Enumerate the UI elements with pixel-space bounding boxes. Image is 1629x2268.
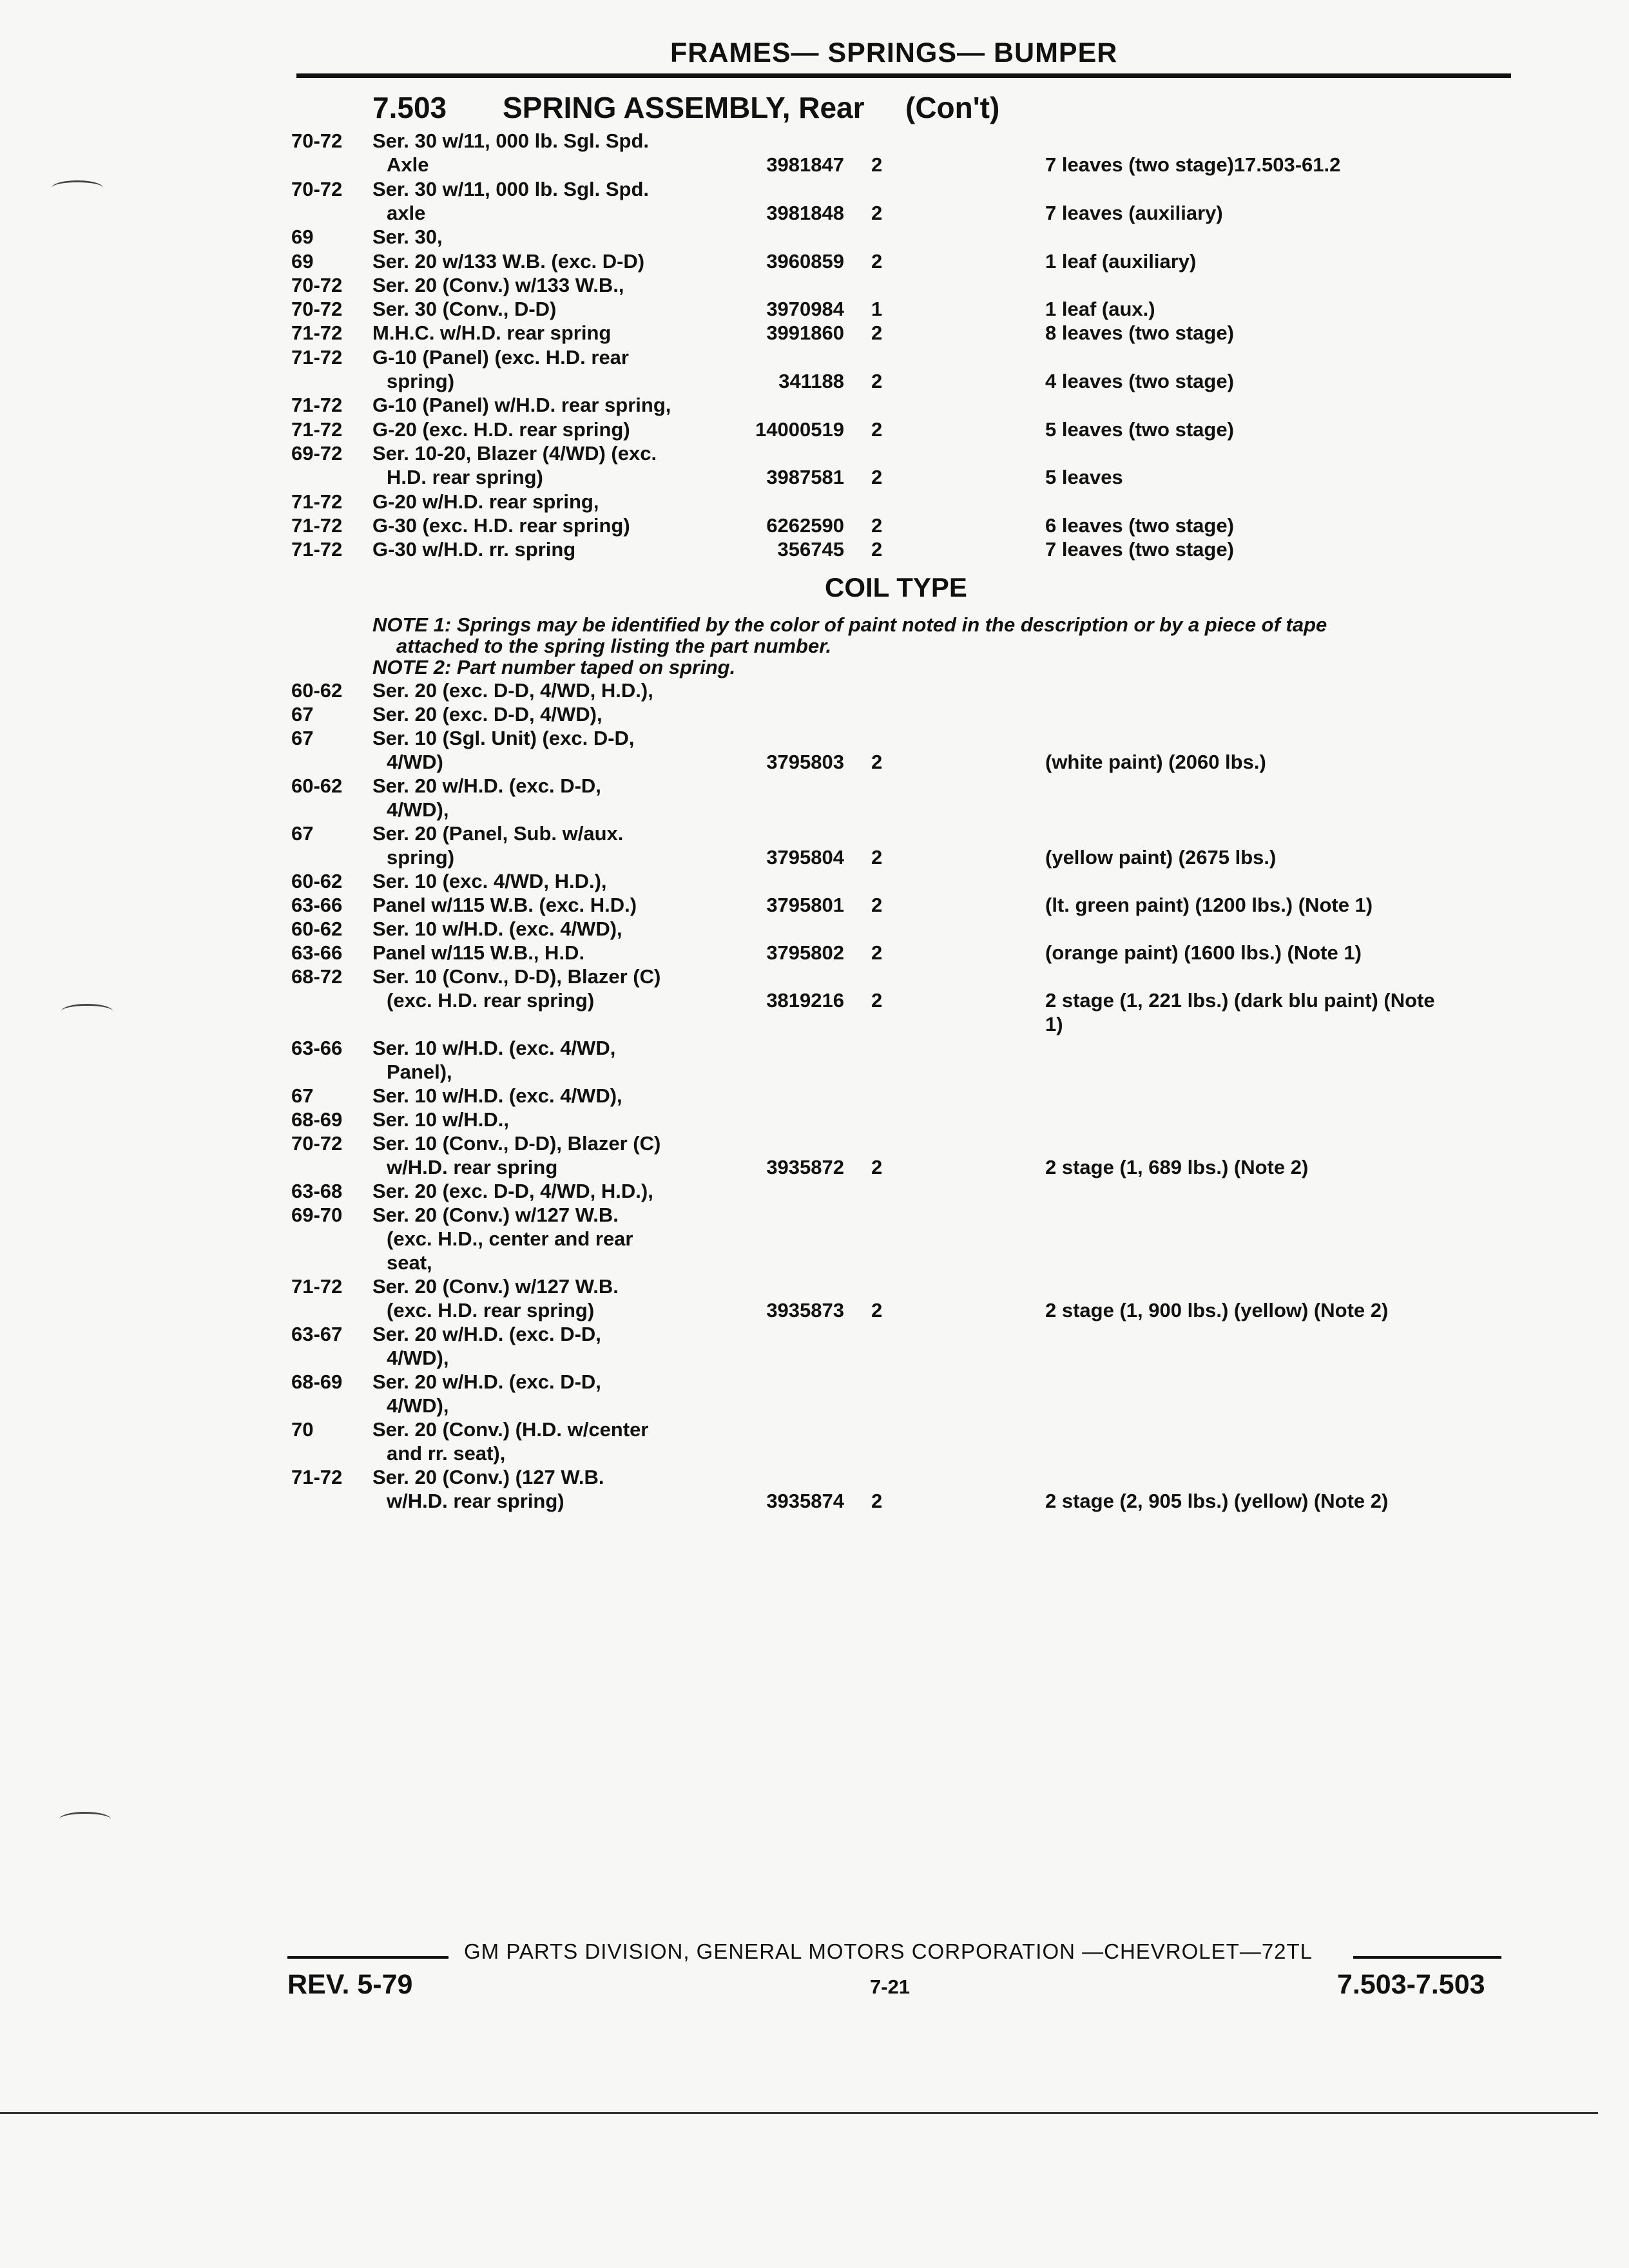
row-quantity <box>871 1084 891 1108</box>
row-note: 5 leaves (two stage) <box>1045 418 1234 441</box>
row-description: Ser. 30 (Conv., D-D) <box>372 298 557 321</box>
row-part-number: 3795803 <box>766 751 844 773</box>
row-note: 7 leaves (two stage)17.503-61.2 <box>1045 153 1341 177</box>
coil-type-heading: COIL TYPE <box>825 572 967 602</box>
row-description: G-20 w/H.D. rear spring, <box>372 490 599 513</box>
row-part-number <box>709 702 844 727</box>
row-note: 5 leaves <box>1045 466 1123 489</box>
row-quantity <box>871 345 891 370</box>
row-quantity <box>871 1179 891 1204</box>
row-description: Ser. 10 w/H.D. (exc. 4/WD), <box>372 918 622 940</box>
row-description: and rr. seat), <box>387 1442 506 1465</box>
row-part-number <box>709 1108 844 1132</box>
row-quantity <box>871 129 891 153</box>
row-year <box>291 750 362 774</box>
row-description: Ser. 20 w/133 W.B. (exc. D-D) <box>372 249 645 273</box>
row-description: Ser. 20 (exc. D-D, 4/WD, H.D.), <box>372 679 653 702</box>
footer-reference: 7.503-7.503 <box>1337 1969 1485 2000</box>
row-quantity <box>871 702 891 727</box>
row-quantity: 2 <box>871 1490 883 1512</box>
row-description: Ser. 10 w/H.D., <box>372 1108 509 1131</box>
row-quantity: 2 <box>871 1156 883 1178</box>
row-quantity: 2 <box>871 538 883 561</box>
row-year: 67 <box>291 727 314 749</box>
row-part-number: 3935872 <box>766 1156 844 1178</box>
note-2: NOTE 2: Part number taped on spring. <box>372 656 736 678</box>
row-quantity <box>871 917 891 941</box>
row-description: G-20 (exc. H.D. rear spring) <box>372 418 630 441</box>
footer-rule-right <box>1353 1956 1501 1959</box>
row-part-number <box>709 393 844 418</box>
row-year: 70-72 <box>291 298 343 321</box>
row-description: G-30 w/H.D. rr. spring <box>372 538 576 561</box>
row-year <box>291 845 362 870</box>
row-year: 71-72 <box>291 490 343 513</box>
row-year <box>291 1441 362 1466</box>
row-year: 71-72 <box>291 418 343 441</box>
row-description: Panel), <box>387 1061 452 1083</box>
row-description: Ser. 20 (Conv.) w/127 W.B. <box>372 1275 619 1298</box>
row-note: (white paint) (2060 lbs.) <box>1045 751 1266 773</box>
row-year <box>291 369 362 394</box>
row-part-number <box>709 726 844 751</box>
row-quantity: 2 <box>871 249 883 273</box>
row-description: w/H.D. rear spring) <box>387 1490 564 1512</box>
row-year: 60-62 <box>291 918 343 940</box>
row-quantity <box>871 393 891 418</box>
row-description: M.H.C. w/H.D. rear spring <box>372 322 612 345</box>
row-quantity <box>871 1227 891 1251</box>
row-description: Ser. 30 w/11, 000 lb. Sgl. Spd. <box>372 177 650 200</box>
row-part-number <box>709 1203 844 1227</box>
row-description: Axle <box>387 153 429 177</box>
page-header-title: FRAMES— SPRINGS— BUMPER <box>670 37 1118 68</box>
row-part-number <box>709 678 844 703</box>
row-quantity: 2 <box>871 322 883 345</box>
row-quantity <box>871 177 891 202</box>
footer-page-number: 7-21 <box>870 1975 911 1998</box>
row-description: Ser. 10 (Conv., D-D), Blazer (C) <box>372 965 661 988</box>
row-part-number: 3981848 <box>766 201 844 224</box>
row-description: Ser. 20 (Conv.) w/133 W.B., <box>372 273 624 296</box>
row-year <box>291 1298 362 1323</box>
row-year <box>291 1394 362 1418</box>
row-year: 60-62 <box>291 870 343 892</box>
row-part-number <box>709 822 844 846</box>
row-description: 4/WD), <box>387 1347 449 1369</box>
row-description: 4/WD), <box>387 798 449 821</box>
row-note: 6 leaves (two stage) <box>1045 514 1234 537</box>
row-part-number <box>709 129 844 153</box>
row-part-number <box>709 1012 844 1037</box>
row-part-number: 341188 <box>778 370 844 392</box>
row-year <box>291 1346 362 1370</box>
row-quantity <box>871 726 891 751</box>
row-year: 67 <box>291 1084 314 1107</box>
row-part-number: 3935874 <box>766 1490 844 1512</box>
row-year <box>291 1251 362 1275</box>
punch-hole-mark <box>61 1004 113 1019</box>
row-note: (yellow paint) (2675 lbs.) <box>1045 846 1277 869</box>
row-quantity <box>871 490 891 514</box>
row-year: 70-72 <box>291 130 343 152</box>
row-part-number <box>709 1346 844 1370</box>
row-description: (exc. H.D. rear spring) <box>387 989 595 1012</box>
row-year: 63-66 <box>291 1037 343 1059</box>
row-part-number <box>709 225 844 249</box>
note-1-line-2: attached to the spring listing the part number. <box>396 635 832 657</box>
row-year <box>291 465 362 490</box>
row-part-number <box>709 1441 844 1466</box>
row-part-number: 14000519 <box>755 418 844 441</box>
row-year: 63-66 <box>291 894 343 916</box>
punch-hole-mark <box>52 180 103 195</box>
row-part-number <box>709 965 844 989</box>
row-year <box>291 1489 362 1514</box>
row-part-number <box>709 1322 844 1347</box>
row-description: G-30 (exc. H.D. rear spring) <box>372 514 630 537</box>
row-part-number <box>709 1060 844 1084</box>
footer-revision: REV. 5-79 <box>287 1969 413 2000</box>
row-description: Ser. 10 w/H.D. (exc. 4/WD), <box>372 1084 622 1107</box>
row-year <box>291 153 362 177</box>
row-quantity <box>871 1012 891 1037</box>
row-description: Ser. 20 (Conv.) (H.D. w/center <box>372 1418 649 1441</box>
row-note: 8 leaves (two stage) <box>1045 322 1234 345</box>
row-description: Ser. 20 w/H.D. (exc. D-D, <box>372 1323 601 1345</box>
row-description: axle <box>387 201 426 224</box>
row-part-number <box>709 1370 844 1394</box>
section-continued: (Con't) <box>905 91 1000 124</box>
row-quantity: 2 <box>871 751 883 773</box>
row-quantity: 2 <box>871 153 883 177</box>
row-quantity <box>871 774 891 798</box>
row-quantity <box>871 965 891 989</box>
row-part-number: 3795802 <box>766 941 844 964</box>
row-part-number: 3987581 <box>766 466 844 489</box>
row-part-number <box>709 1084 844 1108</box>
row-description: Ser. 30, <box>372 226 443 249</box>
row-year: 60-62 <box>291 774 343 797</box>
row-note: 4 leaves (two stage) <box>1045 370 1234 392</box>
row-part-number <box>709 1274 844 1299</box>
note-1-line-1: NOTE 1: Springs may be identified by the color of paint noted in the description or by a piece of tape <box>372 613 1327 636</box>
row-part-number <box>709 774 844 798</box>
row-note: 1 leaf (auxiliary) <box>1045 249 1197 273</box>
row-description: Ser. 20 (exc. D-D, 4/WD, H.D.), <box>372 1180 653 1202</box>
row-year: 63-67 <box>291 1323 343 1345</box>
row-year: 71-72 <box>291 394 343 417</box>
row-description: Panel w/115 W.B., H.D. <box>372 941 585 964</box>
row-part-number <box>709 1131 844 1156</box>
row-description: w/H.D. rear spring <box>387 1156 558 1178</box>
row-year: 68-72 <box>291 965 343 988</box>
row-part-number: 3981847 <box>766 153 844 177</box>
row-quantity <box>871 1036 891 1061</box>
row-part-number: 3819216 <box>766 989 844 1012</box>
row-description: Ser. 20 (Conv.) w/127 W.B. <box>372 1204 619 1226</box>
row-quantity: 2 <box>871 418 883 441</box>
row-quantity <box>871 1131 891 1156</box>
row-note: 2 stage (1, 689 lbs.) (Note 2) <box>1045 1156 1309 1178</box>
row-year: 69-70 <box>291 1204 343 1226</box>
row-description: seat, <box>387 1251 432 1274</box>
row-year <box>291 798 362 822</box>
row-year: 63-68 <box>291 1180 343 1202</box>
row-quantity <box>871 1274 891 1299</box>
row-year: 63-66 <box>291 941 343 964</box>
row-year: 71-72 <box>291 1466 343 1488</box>
row-note: 7 leaves (two stage) <box>1045 538 1234 561</box>
row-description: Ser. 20 w/H.D. (exc. D-D, <box>372 774 601 797</box>
row-quantity: 2 <box>871 846 883 869</box>
row-quantity <box>871 1465 891 1490</box>
row-quantity: 2 <box>871 514 883 537</box>
row-year: 69 <box>291 226 314 249</box>
row-quantity <box>871 1322 891 1347</box>
row-quantity <box>871 869 891 894</box>
row-year: 68-69 <box>291 1108 343 1131</box>
row-part-number <box>709 798 844 822</box>
row-quantity <box>871 1251 891 1275</box>
row-description: (exc. H.D., center and rear <box>387 1227 633 1250</box>
row-year: 69-72 <box>291 441 343 465</box>
row-quantity: 2 <box>871 941 883 964</box>
row-description: Ser. 10 (Conv., D-D), Blazer (C) <box>372 1132 661 1155</box>
row-part-number <box>709 917 844 941</box>
row-part-number: 3991860 <box>766 322 844 345</box>
row-note: 7 leaves (auxiliary) <box>1045 201 1223 224</box>
row-part-number: 6262590 <box>766 514 844 537</box>
row-year <box>291 988 362 1013</box>
row-description: Ser. 10 w/H.D. (exc. 4/WD, <box>372 1037 616 1059</box>
row-description: Ser. 20 (Conv.) (127 W.B. <box>372 1466 604 1488</box>
row-description: Ser. 10-20, Blazer (4/WD) (exc. <box>372 441 657 465</box>
row-description: Panel w/115 W.B. (exc. H.D.) <box>372 894 637 916</box>
row-year: 71-72 <box>291 345 343 369</box>
row-year: 70-72 <box>291 1132 343 1155</box>
row-year <box>291 201 362 226</box>
row-part-number <box>709 490 844 514</box>
row-quantity <box>871 1441 891 1466</box>
row-part-number <box>709 1465 844 1490</box>
row-part-number: 3795804 <box>766 846 844 869</box>
header-rule <box>296 73 1511 78</box>
row-description: Ser. 30 w/11, 000 lb. Sgl. Spd. <box>372 130 650 152</box>
row-quantity: 2 <box>871 989 883 1012</box>
row-quantity: 2 <box>871 1299 883 1321</box>
row-part-number <box>709 273 844 298</box>
row-year: 60-62 <box>291 679 343 702</box>
row-part-number <box>709 1394 844 1418</box>
row-quantity <box>871 1060 891 1084</box>
row-note: (lt. green paint) (1200 lbs.) (Note 1) <box>1045 894 1373 916</box>
row-description: H.D. rear spring) <box>387 466 543 489</box>
row-quantity <box>871 441 891 466</box>
row-description: spring) <box>387 846 455 869</box>
row-description: Ser. 20 (Panel, Sub. w/aux. <box>372 822 624 845</box>
row-description: 4/WD), <box>387 1394 449 1417</box>
row-description: Ser. 20 w/H.D. (exc. D-D, <box>372 1370 601 1393</box>
row-year: 71-72 <box>291 322 343 345</box>
row-quantity: 2 <box>871 201 883 224</box>
row-year: 68-69 <box>291 1370 343 1393</box>
row-quantity <box>871 798 891 822</box>
row-quantity <box>871 1108 891 1132</box>
row-year: 67 <box>291 703 314 726</box>
row-year: 71-72 <box>291 1275 343 1298</box>
row-quantity <box>871 273 891 298</box>
row-year: 70-72 <box>291 177 343 200</box>
row-part-number: 3935873 <box>766 1299 844 1321</box>
row-part-number <box>709 177 844 202</box>
row-quantity <box>871 1418 891 1442</box>
row-year: 67 <box>291 822 314 845</box>
row-note: 2 stage (1, 900 lbs.) (yellow) (Note 2) <box>1045 1299 1389 1321</box>
row-part-number: 3970984 <box>766 298 844 321</box>
row-description: spring) <box>387 370 455 392</box>
row-note: 1) <box>1045 1013 1063 1035</box>
row-quantity: 2 <box>871 370 883 392</box>
row-part-number <box>709 1227 844 1251</box>
row-description: Ser. 10 (Sgl. Unit) (exc. D-D, <box>372 727 635 749</box>
row-quantity <box>871 1394 891 1418</box>
row-year <box>291 1227 362 1251</box>
row-year: 71-72 <box>291 514 343 537</box>
row-year <box>291 1012 362 1037</box>
row-year: 70-72 <box>291 273 343 296</box>
row-part-number: 3960859 <box>766 249 844 273</box>
row-part-number: 3795801 <box>766 894 844 916</box>
row-quantity <box>871 1370 891 1394</box>
row-note: (orange paint) (1600 lbs.) (Note 1) <box>1045 941 1362 964</box>
row-note: 2 stage (2, 905 lbs.) (yellow) (Note 2) <box>1045 1490 1389 1512</box>
row-note: 1 leaf (aux.) <box>1045 298 1155 321</box>
row-description: Ser. 10 (exc. 4/WD, H.D.), <box>372 870 607 892</box>
row-quantity <box>871 678 891 703</box>
scan-edge-rule <box>0 2112 1598 2114</box>
footer-rule-left <box>287 1956 448 1959</box>
row-description: 4/WD) <box>387 751 443 773</box>
row-year: 70 <box>291 1418 314 1441</box>
row-quantity: 2 <box>871 466 883 489</box>
row-description: G-10 (Panel) w/H.D. rear spring, <box>372 394 671 417</box>
row-year: 69 <box>291 249 314 273</box>
section-title: SPRING ASSEMBLY, Rear <box>503 91 865 124</box>
row-year <box>291 1060 362 1084</box>
row-quantity: 2 <box>871 894 883 916</box>
row-year <box>291 1155 362 1180</box>
row-note: 2 stage (1, 221 lbs.) (dark blu paint) (Note <box>1045 989 1435 1012</box>
row-quantity <box>871 1346 891 1370</box>
punch-hole-mark <box>59 1812 111 1827</box>
row-part-number <box>709 1179 844 1204</box>
row-part-number <box>709 1036 844 1061</box>
section-number: 7.503 <box>372 91 447 124</box>
row-part-number: 356745 <box>777 538 844 561</box>
row-part-number <box>709 1418 844 1442</box>
footer-corporation: GM PARTS DIVISION, GENERAL MOTORS CORPORATION —CHEVROLET—72TL <box>464 1939 1313 1963</box>
row-part-number <box>709 1251 844 1275</box>
row-description: (exc. H.D. rear spring) <box>387 1299 595 1321</box>
row-part-number <box>709 441 844 466</box>
row-part-number <box>709 869 844 894</box>
row-quantity: 1 <box>871 298 883 321</box>
row-description: G-10 (Panel) (exc. H.D. rear <box>372 345 629 369</box>
row-quantity <box>871 225 891 249</box>
row-year: 71-72 <box>291 538 343 561</box>
row-description: Ser. 20 (exc. D-D, 4/WD), <box>372 703 602 726</box>
row-quantity <box>871 1203 891 1227</box>
row-quantity <box>871 822 891 846</box>
row-part-number <box>709 345 844 370</box>
